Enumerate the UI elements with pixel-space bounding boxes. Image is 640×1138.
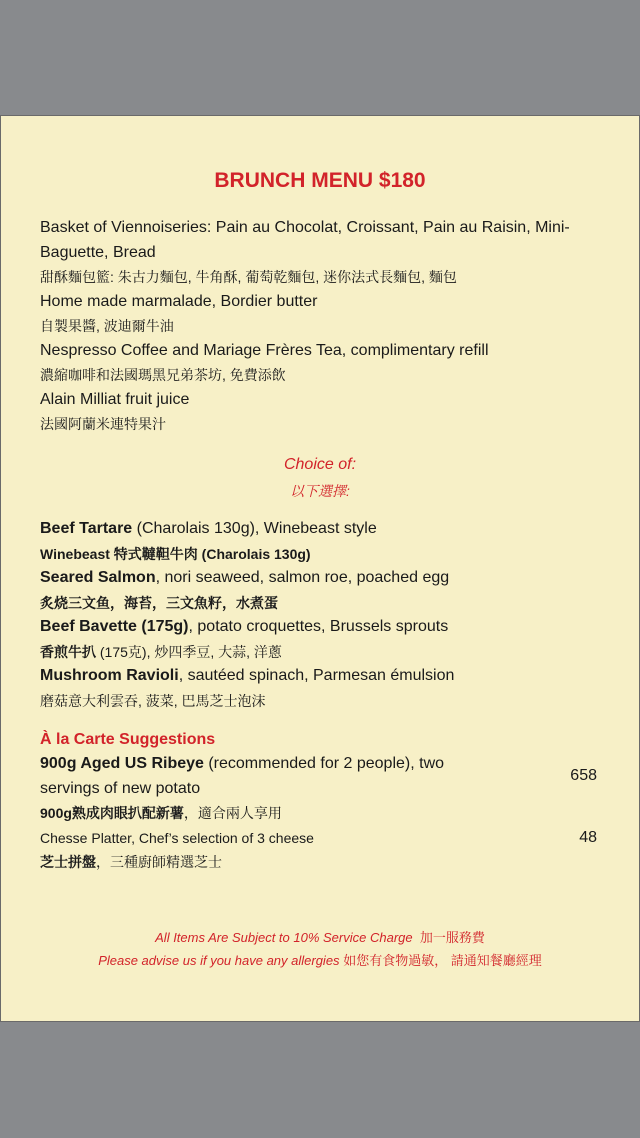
dish-desc-zh: ，三種廚師精選芝士: [96, 854, 222, 870]
main-item-en: [40, 566, 600, 591]
dish-desc-zh: ，適合兩人享用: [183, 805, 282, 821]
item-zh: 濃縮咖啡和法國瑪黑兄弟茶坊, 免費添飲: [40, 367, 286, 383]
main-item-zh: [40, 542, 600, 567]
a-la-carte-heading: À la Carte Suggestions: [40, 731, 216, 748]
item-en: Nespresso Coffee and Mariage Frères Tea, complimentary refill: [40, 341, 489, 359]
a-la-carte-item-zh: [40, 801, 600, 826]
main-item-en: [40, 517, 600, 542]
main-item-zh: [40, 640, 600, 665]
dish-desc: , potato croquettes, Brussels sprouts: [188, 618, 449, 635]
dish-name: Mushroom Ravioli: [40, 667, 179, 684]
choice-heading-en: Choice of:: [283, 456, 357, 473]
dish-name: Beef Bavette (175g): [40, 618, 189, 635]
item-en: Alain Milliat fruit juice: [40, 390, 190, 408]
a-la-carte-item-en: [40, 826, 600, 851]
item-en: Basket of Viennoiseries: Pain au Chocolat, Croissant, Pain au Raisin, Mini-Baguette, Bread: [40, 219, 570, 261]
choice-heading-zh: 以下選擇:: [290, 483, 350, 499]
dish-desc: , Chef’s selection of 3 cheese: [131, 829, 314, 846]
dish-name-zh: Winebeast 特式韃靼牛肉 (Charolais 130g): [40, 545, 311, 562]
dish-name-zh: 900g熟成肉眼扒配新薯: [40, 805, 184, 821]
service-charge-en: All Items Are Subject to 10% Service Charge: [155, 930, 413, 945]
dish-name: Beef Tartare: [40, 520, 133, 537]
main-item-zh: [40, 591, 600, 616]
allergy-note: [1, 950, 639, 969]
dish-desc: , nori seaweed, salmon roe, poached egg: [155, 569, 450, 586]
dish-desc: (Charolais 130g), Winebeast style: [132, 520, 377, 537]
menu-page: [0, 115, 640, 1022]
allergy-zh: 如您有食物過敏， 請通知餐廳經理: [343, 953, 542, 968]
main-item-zh: [40, 689, 600, 714]
a-la-carte-item-zh: [40, 850, 600, 875]
dish-desc: (recommended for 2 people), two servings of new potato: [40, 755, 445, 797]
dish-desc: , sautéed spinach, Parmesan émulsion: [178, 667, 455, 684]
a-la-carte-section: [40, 728, 600, 875]
dish-desc-zh: 磨菇意大利雲吞, 菠菜, 巴馬芝士泡沫: [40, 692, 266, 709]
main-courses: [40, 517, 600, 713]
price-cheese: 48: [579, 829, 597, 846]
allergy-en: Please advise us if you have any allergies: [98, 953, 340, 968]
menu-title: BRUNCH MENU $180: [214, 169, 426, 192]
dish-name: 900g Aged US Ribeye: [40, 755, 204, 772]
dish-name-zh: 香煎牛扒: [40, 643, 96, 660]
item-zh: 甜酥麵包籃: 朱古力麵包, 牛角酥, 葡萄乾麵包, 迷你法式長麵包, 麵包: [40, 269, 457, 285]
item-en: Home made marmalade, Bordier butter: [40, 292, 318, 310]
dish-name: Chesse Platter: [40, 829, 132, 846]
service-charge-note: [1, 927, 639, 946]
service-charge-zh: 加一服務費: [419, 930, 485, 945]
item-zh: 自製果醬, 波迪爾牛油: [40, 318, 174, 334]
item-zh: 法國阿蘭米連特果汁: [40, 416, 166, 432]
a-la-carte-item-en: [40, 752, 480, 801]
dish-name-zh: 芝士拼盤: [40, 854, 96, 870]
main-item-en: [40, 615, 600, 640]
dish-desc-zh: (175克), 炒四季豆, 大蒜, 洋蔥: [96, 643, 282, 660]
main-item-en: [40, 664, 600, 689]
included-items: [40, 216, 600, 437]
price-ribeye: 658: [570, 767, 597, 784]
dish-name-zh: 炙烧三文鱼，海苔，三文魚籽，水煮蛋: [40, 594, 278, 611]
dish-name: Seared Salmon: [40, 569, 156, 586]
